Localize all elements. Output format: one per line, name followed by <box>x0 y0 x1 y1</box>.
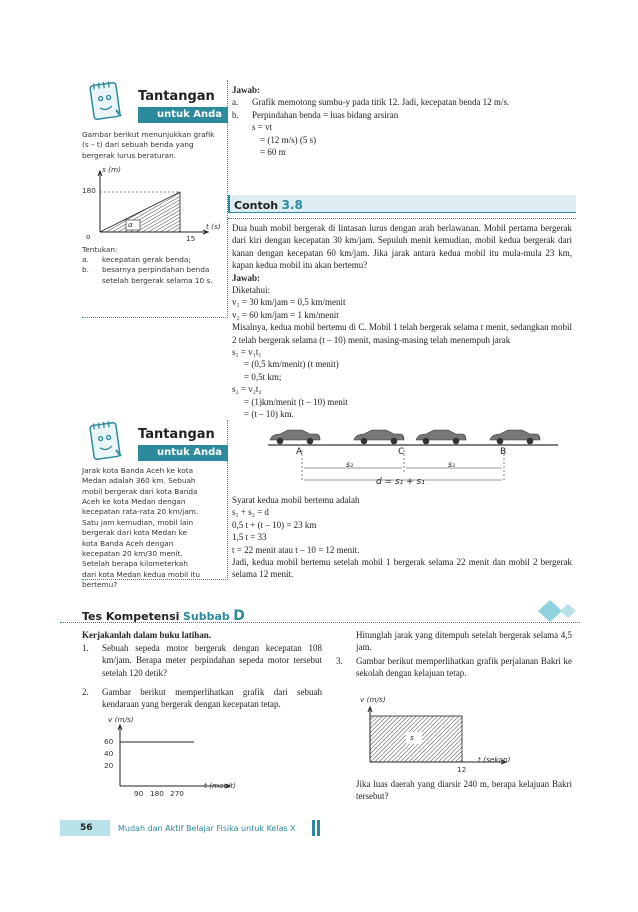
eq-line: s₂ = v₂t₂ <box>232 384 262 395</box>
contoh-divider <box>228 218 576 219</box>
item-label: b. <box>82 265 89 275</box>
distance-s1: s₁ <box>346 460 354 469</box>
point-a: A <box>296 447 303 457</box>
eq-line: = (t – 10) km. <box>244 409 294 420</box>
question-2-cont: Hitunglah jarak yang ditempuh setelah bergerak selama 4,5 jam. <box>356 630 572 653</box>
graph-ylabel: s (m) <box>102 165 121 174</box>
diamond-deco-icon <box>536 598 582 624</box>
area-label: s <box>410 733 414 742</box>
question-1 <box>82 642 322 679</box>
question-number: 1. <box>82 643 89 653</box>
equation-line: = (12 m/s) (5 s) <box>260 134 317 145</box>
list-item <box>232 109 572 121</box>
contoh-number: 3.8 <box>281 198 303 212</box>
conclusion-text: Jadi, kedua mobil bertemu setelah mobil 1 bergerak selama 22 menit dan mobil 2 bergerak selama 12 menit. <box>232 557 572 580</box>
graph-xtick: 270 <box>170 789 184 798</box>
question-text: Gambar berikut memperlihatkan grafik dari sebuah kendaraan yang bergerak dengan kecepatan tetap. <box>102 687 322 710</box>
tantangan-title: Tantangan <box>138 427 215 442</box>
graph-ytick: 20 <box>104 761 114 770</box>
item-text: kecepatan gerak benda; <box>102 255 191 264</box>
equation-line: = 60 m <box>260 147 286 158</box>
question-text: Gambar berikut memperlihatkan grafik perjalanan Bakri ke sekolah dengan kelajuan tetap. <box>356 656 572 679</box>
tantangan-band: untuk Anda <box>138 107 228 123</box>
graph-origin: o <box>86 232 91 241</box>
contoh-label: Contoh <box>234 199 279 212</box>
tes-subbab: Subbab <box>182 610 230 623</box>
point-b: B <box>500 447 507 457</box>
graph-angle: α <box>128 220 133 229</box>
syarat-text: Syarat kedua mobil bertemu adalah <box>232 495 360 505</box>
tantangan-box-2 <box>82 420 228 589</box>
tes-title <box>82 607 245 626</box>
cond-line: 1,5 t = 33 <box>232 532 267 543</box>
tes-label: Tes Kompetensi <box>82 610 180 623</box>
tes-letter: D <box>233 608 245 624</box>
eq-line: s₁ = v₁t₁ <box>232 347 262 358</box>
tantangan-box-1 <box>82 80 228 318</box>
item-label: b. <box>232 109 239 120</box>
eq-line: = (0,5 km/menit) (t menit) <box>244 359 339 370</box>
cond-line: s₁ + s₂ = d <box>232 507 269 518</box>
list-item <box>232 96 572 108</box>
distance-s2: s₁ <box>448 460 456 469</box>
question-number: 3. <box>336 656 343 666</box>
eq-line: = 0,5t km; <box>244 371 282 382</box>
tantangan-title: Tantangan <box>138 89 215 104</box>
cond-line: t = 22 menit atau t – 10 = 12 menit. <box>232 544 360 555</box>
graph-ylabel: v (m/s) <box>108 715 134 724</box>
item-label: a. <box>232 97 239 108</box>
page-number: 56 <box>80 823 93 833</box>
item-text: besarnya perpindahan benda setelah bergerak selama 10 s. <box>102 265 213 285</box>
tes-header <box>60 606 580 624</box>
graph-s-t <box>70 166 220 244</box>
cond-line: 0,5 t + (t – 10) = 23 km <box>232 519 317 530</box>
graph-xlabel: t (s) <box>206 222 221 231</box>
tantangan-intro: Gambar berikut menunjukkan grafik (s – t) dari sebuah benda yang bergerak lurus beraturan. <box>82 130 215 160</box>
list-item <box>82 255 222 265</box>
contoh-body <box>232 222 572 421</box>
distance-d: d = s₁ + s₁ <box>376 477 425 487</box>
question-2 <box>82 686 322 711</box>
problem-text: Dua buah mobil bergerak di lintasan lurus dengan arah berlawanan. Mobil pertama bergerak dari kiri dengan kecepatan 30 km/jam. Sepuluh menit kemudian, mobil kedua bergerak dari kanan dengan kecepatan 60 km/jam. Jika jarak antara kedua mobil itu mula-mula 23 km, kapan kedua mobil itu akan bertemu? <box>232 223 572 271</box>
footer-text: Mudah dan Aktif Belajar Fisika untuk Kelas X <box>118 824 296 833</box>
question-number: 2. <box>82 687 89 697</box>
graph-xtick: 15 <box>186 234 196 243</box>
item-text: Grafik memotong sumbu-y pada titik 12. Jadi, kecepatan benda 12 m/s. <box>252 97 510 108</box>
graph-xtick: 12 <box>457 765 467 774</box>
given-v2: v₂ = 60 km/jam = 1 km/menit <box>232 309 339 320</box>
contoh-header <box>228 195 576 213</box>
misal-text: Misalnya, kedua mobil bertemu di C. Mobil 1 telah bergerak selama t menit, sedangkan mobil 2 telah bergerak selama (t – 10) menit, masing-masing telah menempuh jarak <box>232 322 572 345</box>
tentukan-list <box>82 255 222 286</box>
eq-line: = (1)km/menit (t – 10) menit <box>244 396 348 407</box>
given-v1: v₁ = 30 km/jam = 0,5 km/menit <box>232 297 346 308</box>
graph-ylabel: v (m/s) <box>360 695 386 704</box>
jawab-label: Jawab: <box>232 272 261 283</box>
graph-ytick: 180 <box>82 186 96 195</box>
question-text: Sebuah sepeda motor bergerak dengan kecepatan 108 km/jam. Berapa meter perpindahan sepeda motor tersebut setelah 120 detik? <box>102 643 322 678</box>
equation-line: s = vt <box>252 122 273 133</box>
graph-xlabel: t (menit) <box>204 781 236 790</box>
point-c: C <box>398 447 405 457</box>
tantangan-band: untuk Anda <box>138 445 228 461</box>
tes-instruction: Kerjakanlah dalam buku latihan. <box>82 630 212 640</box>
graph-xlabel: t (sekon) <box>478 755 511 764</box>
graph-ytick: 40 <box>104 749 114 758</box>
graph-xtick: 90 <box>134 789 144 798</box>
question-3 <box>336 655 572 680</box>
item-label: a. <box>82 255 89 264</box>
item-text: Perpindahan benda = luas bidang arsiran <box>252 109 399 120</box>
question-3-question: Jika luas daerah yang diarsir 240 m, berapa kelajuan Bakri tersebut? <box>356 779 572 802</box>
diketahui-label: Diketahui: <box>232 285 270 296</box>
tentukan-label: Tentukan: <box>82 245 118 254</box>
jawab-label: Jawab: <box>232 85 261 95</box>
tantangan-text: Jarak kota Banda Aceh ke kota Medan adalah 360 km. Sebuah mobil bergerak dari kota Banda Aceh ke kota Medan dengan kecepatan rata-rata 20 km/jam. Satu jam kemudian, mobil lain bergerak dari kota Medan ke kota Banda Aceh dengan kecepatan 20 km/30 menit. Setelah berapa kilometerkah dari kota Medan kedua mobil itu bertemu? <box>82 466 200 589</box>
graph-ytick: 60 <box>104 737 114 746</box>
contoh-title <box>234 197 303 214</box>
syarat-block <box>232 494 572 581</box>
jawab-block-1 <box>232 84 572 158</box>
car-icon <box>270 430 320 444</box>
footer <box>60 820 320 836</box>
equation-block <box>232 121 572 158</box>
graph-xtick: 180 <box>150 789 164 798</box>
list-item <box>82 265 222 286</box>
